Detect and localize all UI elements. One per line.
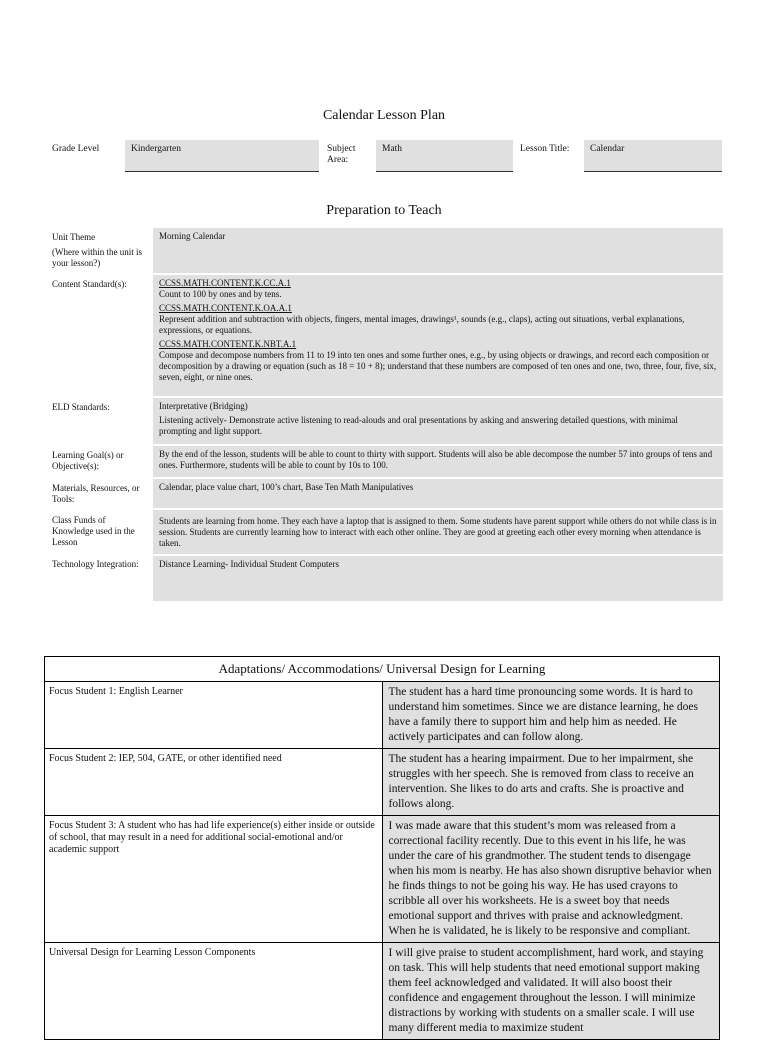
table-row: [45, 943, 720, 1040]
eld-standards-field: [153, 397, 723, 444]
focus-student-2-text: The student has a hearing impairment. Due to her impairment, she struggles with her speech. She is removed from class to receive an intervention. She likes to do arts and crafts. She is proactive and follows along.: [382, 749, 720, 816]
grade-level-field: [125, 140, 319, 172]
focus-student-3-text: I was made aware that this student’s mom was released from a correctional facility recently. Due to this event in his life, he was under the care of his grandmother. The student tends to disengage when his mom is nearby. He has also shown disruptive behavior when he finds things to not be going his way. He has used crayons to scribble all over his worksheets. He is a sweet boy that needs emotional support and thrives with praise and acknowledgment. When he is validated, he is likely to be responsive and compliant.: [382, 816, 720, 943]
table-row: [45, 749, 720, 816]
focus-student-1-label: Focus Student 1: English Learner: [45, 682, 383, 749]
standard-text: Represent addition and subtraction with objects, fingers, mental images, drawings¹, sounds (e.g., claps), acting out situations, verbal explanations, expressions, or equations.: [159, 314, 685, 335]
funds-of-knowledge-label: Class Funds of Knowledge used in the Lesson: [52, 515, 135, 547]
standard-text: Compose and decompose numbers from 11 to 19 into ten ones and some further ones, e.g., by using objects or drawings, and record each composition or decomposition by a drawing or equation (such as 18 = 10 + 8); understand that these numbers are composed of ten ones and one, two, three, four, five, six, seven, eight, or nine ones.: [159, 350, 717, 382]
eld-standards-label: ELD Standards:: [52, 402, 110, 412]
standard-code: CCSS.MATH.CONTENT.K.OA.A.1: [159, 303, 292, 313]
adaptations-table: [44, 656, 720, 1040]
standard-code: CCSS.MATH.CONTENT.K.CC.A.1: [159, 278, 291, 288]
eld-text: Listening actively- Demonstrate active listening to read-alouds and oral presentations by asking and answering detailed questions, with minimal prompting and light support.: [159, 415, 678, 436]
lesson-title-label: Lesson Title:: [520, 144, 570, 154]
grade-level-label: Grade Level: [52, 144, 100, 154]
focus-student-2-label: Focus Student 2: IEP, 504, GATE, or other identified need: [45, 749, 383, 816]
technology-label: Technology Integration:: [52, 559, 139, 569]
lesson-title-field: [584, 140, 722, 172]
technology-value: Distance Learning- Individual Student Computers: [159, 559, 339, 569]
unit-theme-title: Unit Theme: [52, 232, 96, 242]
materials-value: Calendar, place value chart, 100’s chart, Base Ten Math Manipulatives: [159, 482, 414, 492]
technology-field: [153, 555, 723, 601]
content-standards-label: Content Standard(s):: [52, 279, 127, 289]
subject-area-label: Subject Area:: [327, 144, 356, 165]
table-row: [45, 682, 720, 749]
subject-field: [376, 140, 513, 172]
funds-of-knowledge-value: Students are learning from home. They each have a laptop that is assigned to them. Some students have parent support while others do not while class is in session. Students are currently learning how to interact with each other online. They are good at greeting each other every morning when attendance is taken.: [159, 516, 717, 548]
adaptations-heading: Adaptations/ Accommodations/ Universal Design for Learning: [45, 657, 720, 682]
udl-components-text: I will give praise to student accomplishment, hard work, and staying on task. This will help students that need emotional support making them feel acknowledged and validated. It will also boost their confidence and engagement throughout the lesson. I will minimize distractions by working with students on a smaller scale. I will use many different media to maximize student: [382, 943, 720, 1040]
unit-theme-field: [153, 227, 723, 273]
standard-item: [159, 278, 717, 300]
materials-label: Materials, Resources, or Tools:: [52, 483, 140, 504]
standard-item: [159, 303, 717, 336]
page-title: Calendar Lesson Plan: [322, 108, 446, 123]
udl-components-label: Universal Design for Learning Lesson Components: [45, 943, 383, 1040]
learning-goals-field: [153, 445, 723, 477]
standard-text: Count to 100 by ones and by tens.: [159, 289, 282, 299]
materials-field: [153, 478, 723, 508]
learning-goals-value: By the end of the lesson, students will be able to count to thirty with support. Students will also be able decompose the number 57 into groups of tens and ones. Furthermore, students will be able to count by 10s to 100.: [159, 449, 713, 470]
content-standards-field: [153, 274, 723, 396]
unit-theme-value: Morning Calendar: [159, 231, 226, 241]
prep-heading: Preparation to Teach: [326, 203, 442, 218]
focus-student-3-label: Focus Student 3: A student who has had life experience(s) either inside or outside of school, that may result in a need for additional social-emotional and/or academic support: [45, 816, 383, 943]
learning-goals-label: Learning Goal(s) or Objective(s):: [52, 450, 124, 471]
standard-code: CCSS.MATH.CONTENT.K.NBT.A.1: [159, 339, 297, 349]
subject-value: Math: [382, 144, 403, 154]
standard-item: [159, 339, 717, 383]
funds-of-knowledge-field: [153, 509, 723, 554]
table-row: [45, 816, 720, 943]
lesson-title-value: Calendar: [590, 144, 625, 154]
unit-theme-sub: (Where within the unit is your lesson?): [52, 247, 142, 268]
grade-level-value: Kindergarten: [131, 144, 181, 154]
eld-title: Interpretative (Bridging): [159, 401, 248, 411]
focus-student-1-text: The student has a hard time pronouncing some words. It is hard to understand him sometimes. Since we are distance learning, he does have a family there to support him and help him as needed. He actively participates and can follow along.: [382, 682, 720, 749]
unit-theme-label: [52, 232, 148, 269]
